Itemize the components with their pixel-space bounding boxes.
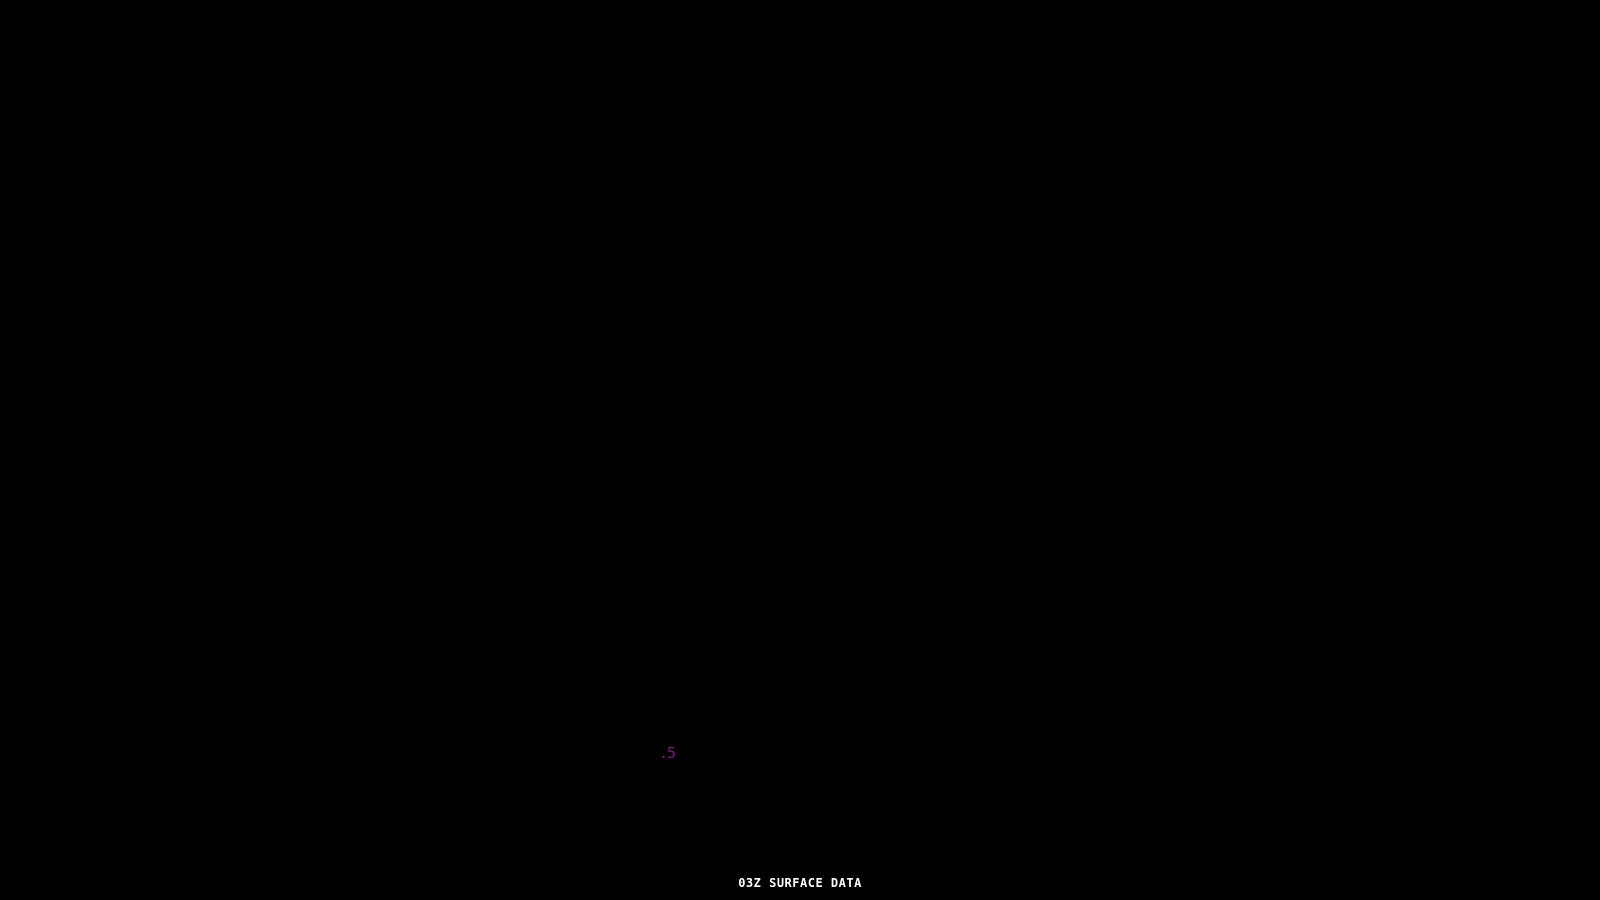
product-title-label: 03Z SURFACE DATA: [738, 876, 862, 890]
station-plot-value: .5: [659, 744, 676, 762]
